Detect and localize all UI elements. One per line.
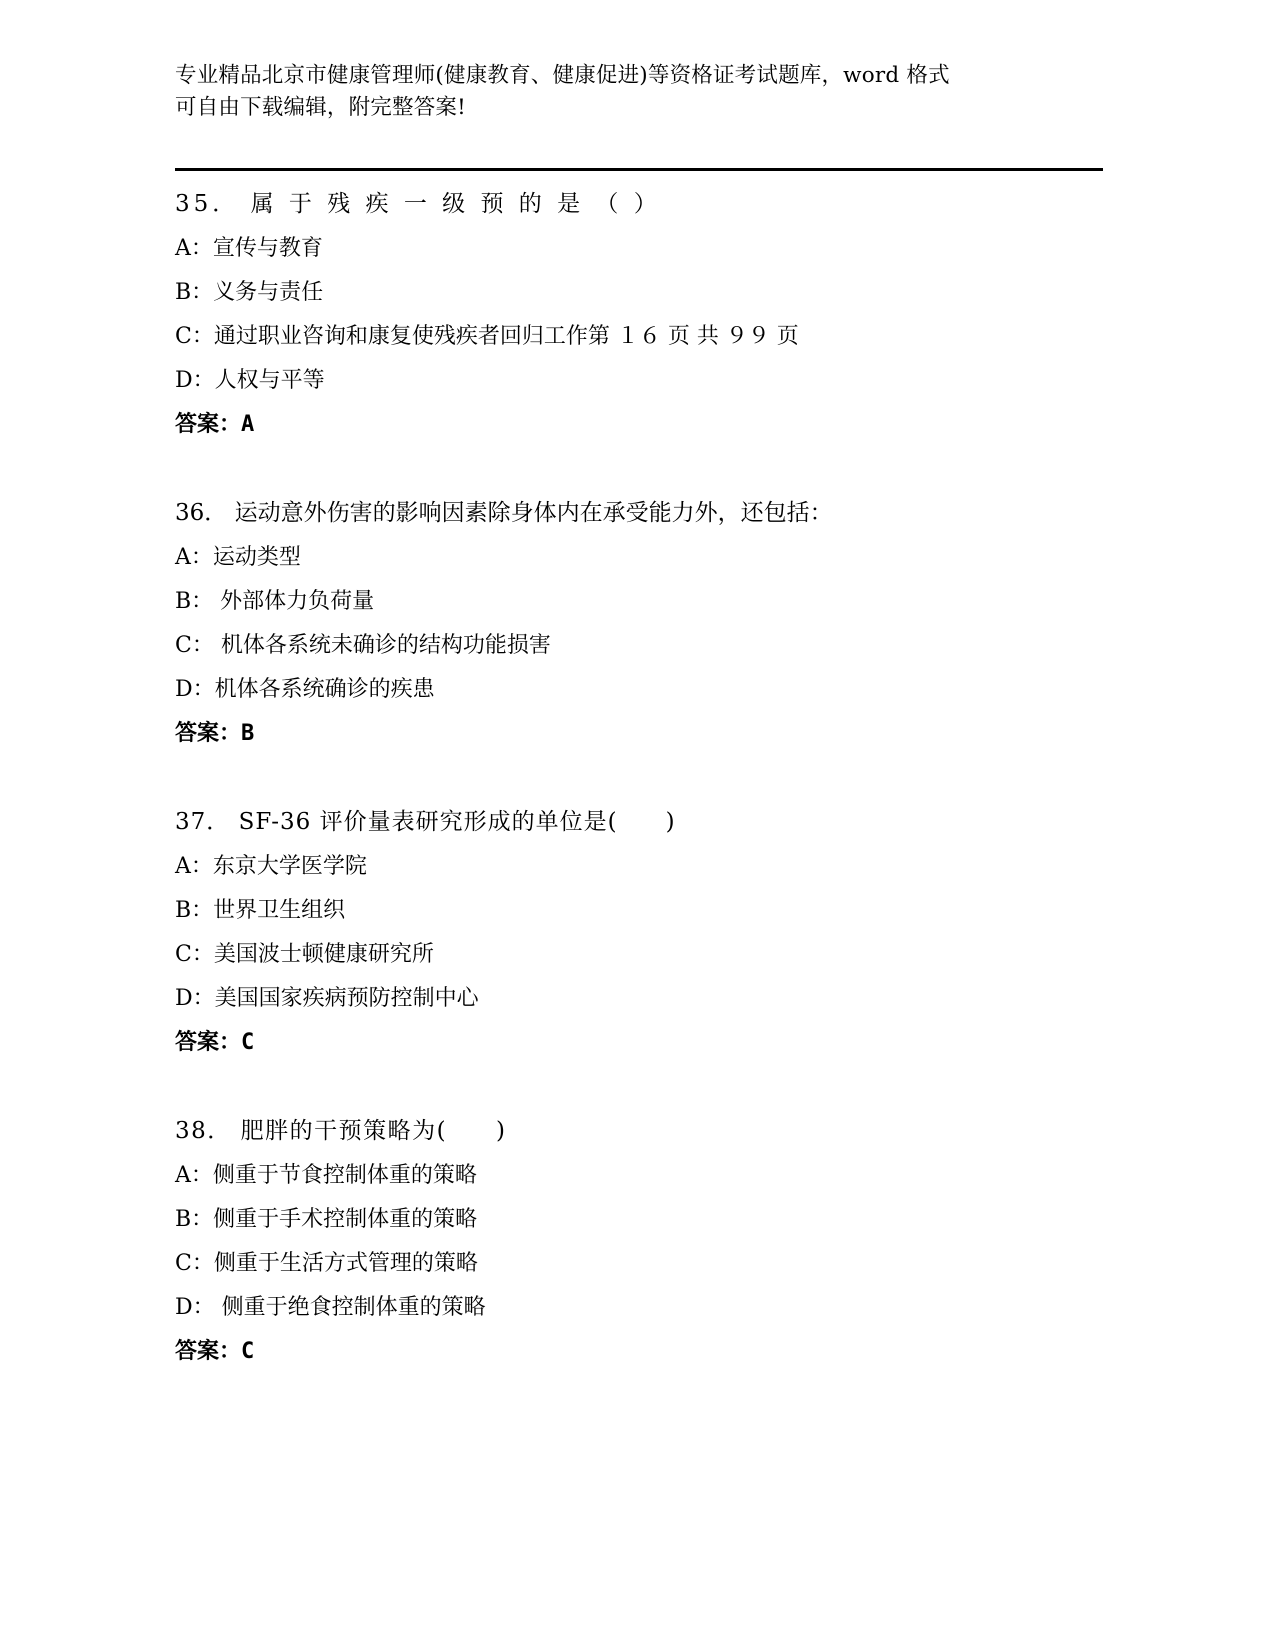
question-option: C：美国波士顿健康研究所	[175, 942, 434, 967]
answer-label: 答案：	[175, 1339, 242, 1364]
question-block	[175, 491, 1115, 756]
question-block	[175, 800, 1115, 1065]
answer-row	[175, 1021, 1115, 1065]
question-option: C： 机体各系统未确诊的结构功能损害	[175, 633, 551, 658]
answer-value: A	[241, 412, 255, 437]
question-block	[175, 1109, 1115, 1374]
question-option: A：运动类型	[175, 545, 301, 570]
answer-label: 答案：	[175, 412, 242, 437]
question-option: D：人权与平等	[175, 368, 325, 393]
answer-value: C	[241, 1339, 255, 1364]
answer-row	[175, 403, 1115, 447]
question-stem: 35． 属 于 残 疾 一 级 预 的 是 （ ）	[175, 191, 661, 217]
answer-value: B	[241, 721, 255, 746]
question-option: B： 外部体力负荷量	[175, 589, 375, 614]
question-option: D：机体各系统确诊的疾患	[175, 677, 435, 702]
question-option: C：侧重于生活方式管理的策略	[175, 1251, 478, 1276]
header-line-2: 可自由下载编辑，附完整答案!	[175, 95, 466, 120]
answer-row	[175, 1330, 1115, 1374]
question-option: A：东京大学医学院	[175, 854, 367, 879]
question-option: C：通过职业咨询和康复使残疾者回归工作第 １６ 页 共 ９９ 页	[175, 324, 799, 349]
header-line-1: 专业精品北京市健康管理师(健康教育、健康促进)等资格证考试题库，word 格式	[175, 63, 950, 88]
question-option: D： 侧重于绝食控制体重的策略	[175, 1295, 486, 1320]
question-option: D：美国国家疾病预防控制中心	[175, 986, 479, 1011]
question-block	[175, 182, 1115, 447]
question-stem: 38． 肥胖的干预策略为( )	[175, 1118, 507, 1144]
question-option: B：侧重于手术控制体重的策略	[175, 1207, 478, 1232]
answer-value: C	[241, 1030, 255, 1055]
header-divider	[175, 168, 1103, 171]
question-stem: 37． SF-36 评价量表研究形成的单位是( )	[175, 809, 676, 835]
question-option: A：侧重于节食控制体重的策略	[175, 1163, 477, 1188]
answer-row	[175, 712, 1115, 756]
answer-label: 答案：	[175, 721, 242, 746]
question-option: A：宣传与教育	[175, 236, 323, 261]
question-option: B：世界卫生组织	[175, 898, 346, 923]
question-option: B：义务与责任	[175, 280, 324, 305]
question-stem: 36． 运动意外伤害的影响因素除身体内在承受能力外，还包括：	[175, 500, 833, 526]
answer-label: 答案：	[175, 1030, 242, 1055]
questions-container	[175, 182, 1115, 1418]
page-header	[175, 60, 1105, 124]
